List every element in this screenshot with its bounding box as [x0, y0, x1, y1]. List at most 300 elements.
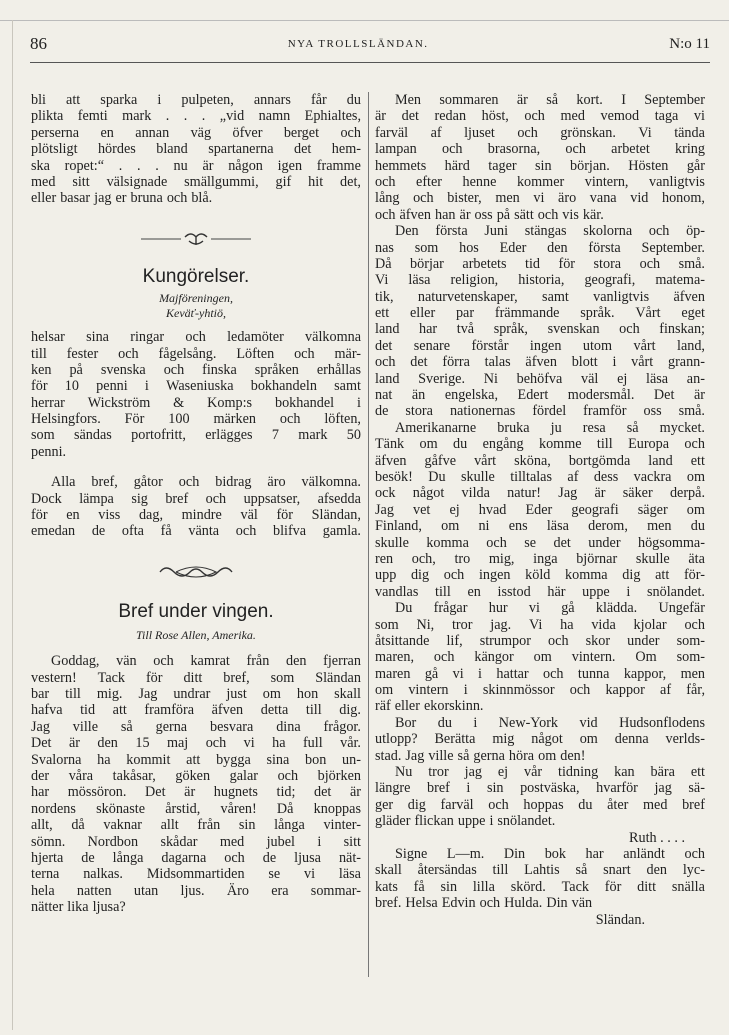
- word: är: [184, 784, 196, 801]
- word: henne: [462, 173, 497, 190]
- word: språk.: [580, 305, 615, 322]
- word: grann-: [667, 354, 705, 371]
- word: och: [153, 653, 174, 670]
- text-line: [375, 617, 705, 633]
- word: skådar: [160, 833, 198, 850]
- word: taga: [654, 108, 679, 125]
- word: ej: [449, 501, 460, 518]
- word: oss: [643, 403, 662, 420]
- word: historia,: [518, 272, 565, 289]
- word: och: [648, 223, 670, 240]
- editor-note: [375, 846, 705, 912]
- word: era: [271, 882, 289, 899]
- word: väl: [240, 507, 258, 524]
- word: land: [648, 452, 673, 469]
- word: gamla.: [322, 523, 361, 540]
- word: vackra: [633, 468, 672, 485]
- word: frågar: [433, 600, 468, 617]
- word: för: [276, 507, 293, 524]
- word: den: [285, 653, 307, 670]
- word: lämpa: [79, 490, 114, 507]
- text-line: [31, 507, 361, 523]
- word: finskan;: [659, 321, 705, 338]
- word: så: [575, 862, 588, 879]
- letter-continuation: [375, 92, 705, 830]
- word: erhållas: [316, 361, 361, 378]
- text-line: [375, 190, 705, 206]
- word: om: [579, 731, 598, 748]
- word: uppe: [582, 583, 610, 600]
- left-column: [31, 92, 361, 915]
- word: och: [375, 354, 396, 371]
- word: det: [401, 108, 419, 125]
- word: vi: [528, 600, 540, 617]
- word: om: [533, 649, 552, 666]
- word: snölandet.: [647, 583, 705, 600]
- word: strumpor: [479, 632, 531, 649]
- text-line: [31, 411, 361, 427]
- announcements-heading: Kungörelser.: [142, 265, 250, 287]
- text-line: [375, 846, 705, 862]
- header-rule: [30, 62, 710, 63]
- word: till: [492, 862, 509, 879]
- word: och: [340, 124, 361, 141]
- word: Om: [635, 649, 657, 666]
- word: religion,: [450, 272, 499, 289]
- letter-body: [31, 653, 361, 915]
- word: de: [375, 403, 389, 420]
- word: mig: [492, 731, 515, 748]
- word: eller: [31, 190, 57, 207]
- word: basar: [60, 190, 91, 207]
- word: de: [81, 849, 95, 866]
- word: annars: [253, 92, 291, 108]
- text-line: [31, 174, 361, 190]
- word: Din: [546, 895, 568, 912]
- word: äro: [558, 190, 577, 207]
- word: berget: [283, 124, 320, 141]
- word: jag: [654, 780, 672, 797]
- word: och: [166, 190, 188, 207]
- word: Waseniuska: [166, 378, 234, 395]
- word: här: [547, 583, 566, 600]
- word: frågor.: [323, 718, 361, 735]
- word: vilda: [461, 485, 490, 502]
- word: du: [346, 92, 361, 108]
- word: får: [310, 92, 327, 108]
- word: honom,: [661, 190, 705, 207]
- word: Ephialtes,: [304, 108, 361, 125]
- text-line: [31, 883, 361, 899]
- word: snälla: [671, 878, 705, 895]
- word: björnar: [576, 550, 618, 567]
- word: för: [604, 878, 622, 895]
- word: vi: [452, 665, 464, 682]
- word: Sländan,: [311, 507, 361, 524]
- right-column: [375, 92, 705, 928]
- word: dig: [410, 567, 430, 584]
- word: allt: [160, 817, 179, 834]
- word: hjerta: [31, 849, 64, 866]
- word: natten: [76, 882, 112, 899]
- word: af: [660, 682, 672, 699]
- word: ljus.: [180, 882, 205, 899]
- word: uppe: [457, 813, 486, 830]
- word: så: [546, 92, 559, 108]
- word: bref: [682, 796, 705, 813]
- word: en: [100, 124, 114, 141]
- word: en: [467, 583, 481, 600]
- word: vid: [630, 190, 649, 207]
- word: ville: [428, 747, 454, 764]
- text-line: [31, 444, 361, 460]
- word: Då: [375, 255, 392, 272]
- text-line: [31, 899, 361, 915]
- word: nät-: [338, 849, 361, 866]
- text-line: [375, 535, 705, 551]
- word: Jag: [558, 485, 578, 502]
- word: vana: [589, 190, 617, 207]
- word: bruka: [497, 419, 530, 436]
- word: och: [543, 665, 564, 682]
- word: spartanerna: [208, 141, 274, 158]
- word: och: [443, 567, 465, 584]
- word: &: [173, 394, 185, 411]
- word: tunna: [577, 665, 610, 682]
- word: och: [205, 490, 227, 507]
- word: New-York: [498, 714, 559, 731]
- word: jag: [464, 764, 482, 781]
- word: sändas: [73, 427, 112, 444]
- word: Vi: [375, 272, 389, 289]
- word: och: [279, 411, 301, 428]
- issue-number: N:o 11: [669, 35, 710, 52]
- word: 100: [168, 411, 190, 428]
- word: komme: [538, 436, 582, 453]
- word: välsignade: [106, 173, 168, 190]
- word: vi: [243, 735, 255, 752]
- word: ock: [375, 485, 396, 502]
- word: L—m.: [446, 845, 485, 862]
- text-line: [375, 289, 705, 305]
- word: sig: [131, 490, 148, 507]
- word: sätt: [514, 206, 534, 223]
- word: Svalorna: [31, 751, 82, 768]
- word: välkomna.: [301, 474, 361, 491]
- word: den!: [560, 747, 586, 764]
- text-line: [375, 305, 705, 321]
- word: en: [66, 507, 80, 524]
- word: och: [524, 108, 545, 125]
- word: finska: [202, 361, 237, 378]
- word: äta: [688, 550, 705, 567]
- word: få: [413, 878, 425, 895]
- word: du: [453, 436, 468, 453]
- word: September.: [641, 239, 705, 256]
- word: till: [435, 583, 451, 600]
- word: tid: [525, 255, 540, 272]
- word: „vid: [219, 108, 245, 125]
- text-line: [31, 346, 361, 362]
- text-line: [31, 834, 361, 850]
- text-line: [31, 190, 361, 206]
- word: och: [565, 141, 586, 158]
- word: då: [71, 817, 85, 834]
- word: sä-: [688, 780, 705, 797]
- word: är: [68, 735, 80, 752]
- word: skulle: [460, 468, 495, 485]
- word: Tack: [561, 878, 589, 895]
- word: Juni: [484, 223, 509, 240]
- word: hugnets: [213, 784, 258, 801]
- word: Vi: [638, 124, 652, 141]
- word: är: [594, 485, 606, 502]
- word: Löften: [236, 345, 275, 362]
- word: bref,: [91, 474, 118, 491]
- word: nalkas.: [83, 866, 123, 883]
- word: läsa: [646, 370, 669, 387]
- word: plötsligt: [31, 141, 78, 158]
- word: men: [495, 190, 520, 207]
- word: bon: [305, 751, 327, 768]
- text-line: [375, 256, 705, 272]
- text-line: [375, 551, 705, 567]
- text-line: [31, 850, 361, 866]
- word: takåsar,: [112, 767, 156, 784]
- word: mär-: [334, 345, 361, 362]
- word: Du: [428, 468, 446, 485]
- word: ditt: [183, 669, 203, 686]
- word: höst,: [481, 108, 509, 125]
- word: och: [375, 206, 396, 223]
- word: som: [31, 427, 55, 444]
- word: väl: [581, 370, 599, 387]
- word: tid;: [276, 784, 296, 801]
- word: om: [262, 686, 281, 703]
- word: hemmets: [375, 157, 427, 174]
- word: kamrat: [190, 653, 230, 670]
- word: Du: [395, 600, 413, 617]
- word: er: [115, 190, 127, 207]
- word: eller: [394, 698, 420, 715]
- word: första: [435, 223, 468, 240]
- word: Goddag,: [51, 653, 100, 670]
- word: undrar: [173, 686, 211, 703]
- word: med: [643, 796, 668, 813]
- word: anländt: [623, 845, 665, 862]
- text-line: [375, 272, 705, 288]
- word: hem-: [331, 141, 361, 158]
- word: om: [538, 747, 557, 764]
- word: Alla: [51, 474, 76, 491]
- word: och: [684, 845, 705, 862]
- word: räf: [375, 698, 391, 715]
- text-line: [375, 862, 705, 878]
- word: åtsittande: [375, 632, 430, 649]
- word: den: [646, 862, 668, 879]
- word: nat: [375, 387, 393, 404]
- closing-signature: Sländan.: [595, 911, 645, 928]
- word: snart: [603, 862, 631, 879]
- word: vinter-: [323, 817, 361, 834]
- word: gif: [275, 173, 292, 190]
- word: går: [686, 157, 705, 174]
- word: utan: [133, 882, 159, 899]
- word: får,: [686, 682, 705, 699]
- word: inga: [533, 550, 558, 567]
- word: emedan: [31, 523, 76, 540]
- word: kär.: [582, 206, 604, 223]
- word: och,: [411, 550, 436, 567]
- word: af: [567, 468, 579, 485]
- word: och: [235, 523, 257, 540]
- word: tager: [488, 157, 517, 174]
- text-line: [375, 92, 705, 108]
- text-line: [375, 633, 705, 649]
- word: att: [186, 751, 201, 768]
- word: vår.: [340, 735, 361, 752]
- word: September: [644, 92, 705, 108]
- word: är: [375, 108, 387, 125]
- word: är: [349, 784, 361, 801]
- word: det: [294, 141, 312, 158]
- word: ej: [617, 370, 628, 387]
- word: våren!: [220, 800, 257, 817]
- word: hela: [31, 882, 55, 899]
- word: matema-: [655, 272, 705, 289]
- word: vestern!: [31, 669, 77, 686]
- word: och: [277, 767, 299, 784]
- word: i: [144, 378, 149, 395]
- word: vaknar: [103, 817, 142, 834]
- word: det: [375, 337, 393, 354]
- word: vårt: [633, 337, 656, 354]
- word: hattar: [496, 665, 529, 682]
- word: hoppas: [523, 796, 564, 813]
- word: samt: [334, 378, 361, 395]
- word: skulle: [375, 534, 409, 551]
- word: ringar: [130, 329, 165, 346]
- word: vanligtvis: [593, 288, 650, 305]
- word: 15: [135, 735, 150, 752]
- word: gerna: [155, 718, 188, 735]
- word: Lahtis: [524, 862, 560, 879]
- word: Det: [653, 387, 675, 404]
- text-line: [31, 719, 361, 735]
- word: vintern,: [584, 173, 629, 190]
- text-line: [375, 387, 705, 403]
- word: hit: [308, 173, 324, 190]
- word: Wickström: [87, 394, 151, 411]
- word: språk,: [493, 321, 528, 338]
- word: geografi,: [584, 272, 636, 289]
- word: lampan: [375, 141, 417, 158]
- text-line: [375, 207, 705, 223]
- word: kjolar: [633, 616, 667, 633]
- text-line: [375, 879, 705, 895]
- word: gå: [424, 665, 439, 682]
- word: om: [686, 501, 705, 518]
- word: Komp:s: [207, 394, 253, 411]
- word: framföra: [144, 702, 195, 719]
- word: hördes: [97, 141, 136, 158]
- word: talas: [484, 354, 511, 371]
- word: och: [413, 190, 434, 207]
- word: Berätta: [434, 731, 476, 748]
- word: eget: [681, 305, 705, 322]
- word: så: [120, 718, 133, 735]
- word: vida: [591, 616, 616, 633]
- word: sparka: [100, 92, 138, 108]
- word: den: [97, 735, 118, 752]
- word: plikta: [31, 108, 64, 125]
- journal-title: NYA TROLLSLÄNDAN.: [287, 38, 429, 50]
- text-line: [375, 403, 705, 419]
- word: med: [560, 108, 585, 125]
- word: se: [268, 866, 281, 883]
- word: lång: [375, 190, 400, 207]
- word: land: [375, 370, 400, 387]
- word: gerna: [473, 747, 505, 764]
- text-line: [31, 141, 361, 157]
- letters-heading: Bref under vingen.: [118, 600, 274, 622]
- word: helsar: [31, 329, 65, 346]
- word: dig: [622, 567, 641, 584]
- word: bref,: [223, 669, 250, 686]
- word: bref: [165, 490, 189, 507]
- word: ditt: [637, 878, 657, 895]
- word: behöfva: [516, 370, 563, 387]
- word: snölandet.: [497, 813, 556, 830]
- word: det,: [340, 173, 361, 190]
- text-line: [375, 682, 705, 698]
- word: ett: [690, 764, 705, 781]
- word: på: [69, 361, 83, 378]
- word: ens: [508, 518, 528, 535]
- word: välkomna: [305, 329, 361, 346]
- text-line: [31, 491, 361, 507]
- word: märken: [213, 411, 257, 428]
- word: land,: [677, 337, 705, 354]
- word: kappor,: [623, 665, 667, 682]
- word: till: [596, 436, 613, 453]
- word: dess: [593, 468, 619, 485]
- word: lika: [67, 899, 89, 916]
- word: bok: [544, 845, 566, 862]
- word: ha: [560, 616, 574, 633]
- word: hafva: [31, 702, 63, 719]
- word: börjar: [410, 255, 444, 272]
- word: stängas: [524, 223, 567, 240]
- word: små.: [678, 255, 705, 272]
- scan-edge-left: [12, 20, 13, 1030]
- word: skolorna: [583, 223, 633, 240]
- word: läsa: [408, 272, 431, 289]
- word: hur: [488, 600, 508, 617]
- word: sin: [535, 157, 552, 174]
- word: sitt: [72, 173, 90, 190]
- word: och: [205, 735, 227, 752]
- text-line: [375, 649, 705, 665]
- word: säger: [637, 501, 668, 518]
- word: svenskan: [547, 321, 600, 338]
- word: vi: [693, 108, 705, 125]
- word: jubel: [266, 833, 295, 850]
- word: Ni: [483, 370, 498, 387]
- word: gåtor: [133, 474, 163, 491]
- word: och: [684, 616, 705, 633]
- word: Äro: [226, 882, 249, 899]
